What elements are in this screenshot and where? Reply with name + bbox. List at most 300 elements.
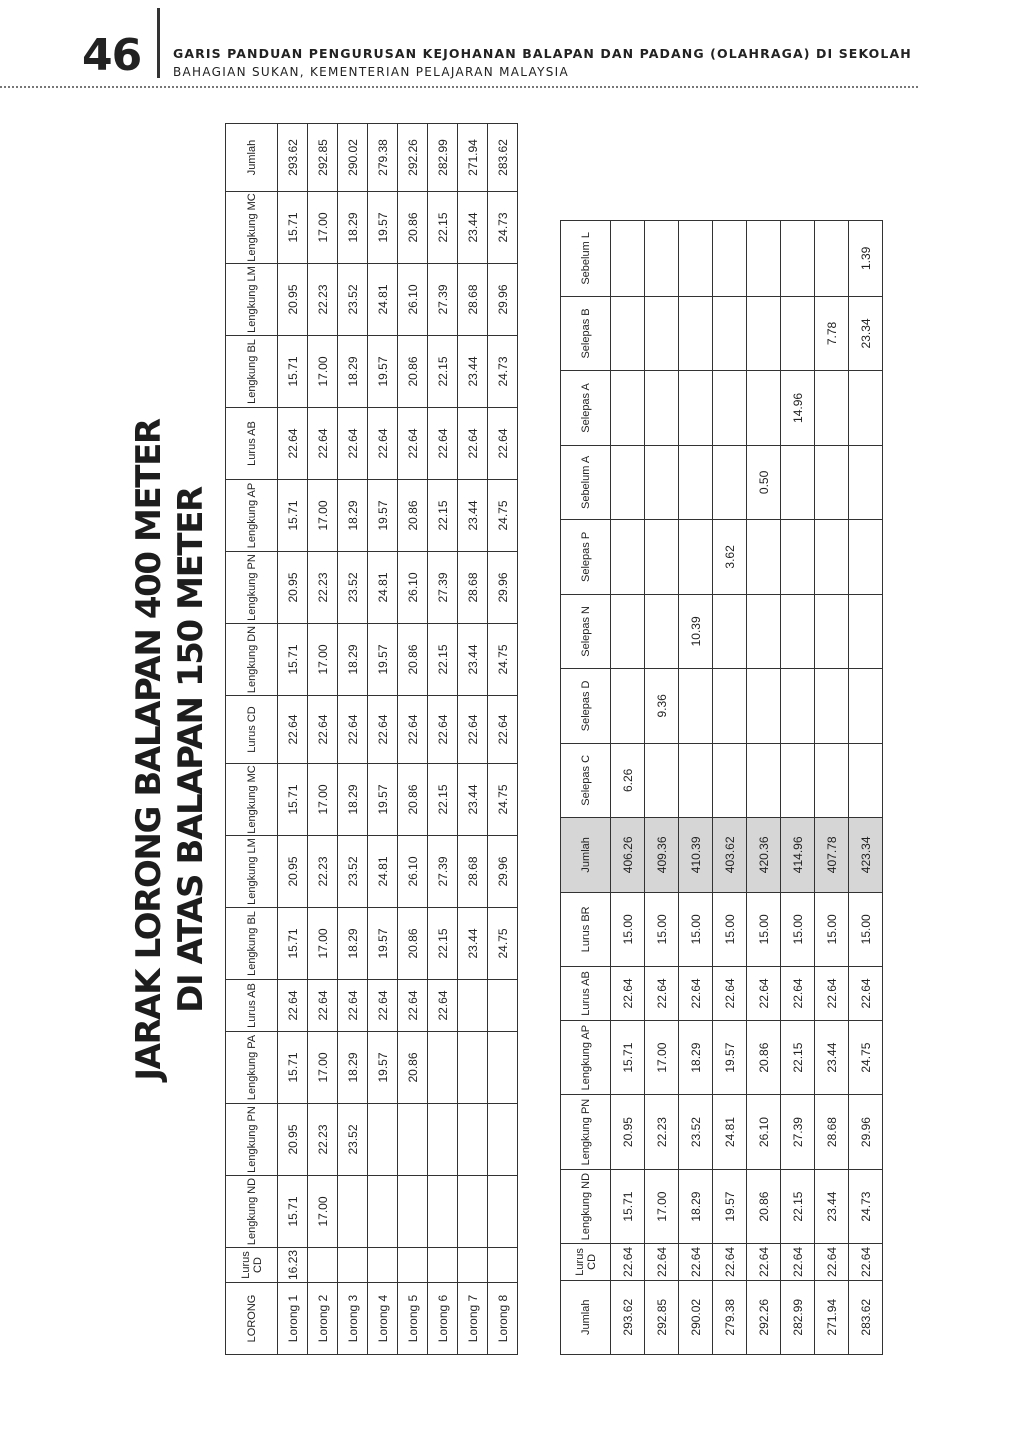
table1-header-cell: Lengkung PN xyxy=(226,1104,278,1176)
table1-cell: 22.64 xyxy=(458,696,488,764)
table1-header-cell: Lengkung ND xyxy=(226,1176,278,1248)
table1-cell: Lorong 2 xyxy=(308,1283,338,1355)
empty-cell xyxy=(611,594,645,668)
table2-cell: 271.94 xyxy=(815,1280,849,1354)
empty-cell xyxy=(713,743,747,817)
table1-header-cell: Lurus AB xyxy=(226,980,278,1032)
lane-total-table xyxy=(560,220,875,1355)
empty-cell xyxy=(645,371,679,445)
table2-cell: 20.95 xyxy=(611,1095,645,1169)
table2-cell: 403.62 xyxy=(713,818,747,892)
stagger-value: 0.50 xyxy=(747,445,781,519)
table2-row xyxy=(611,221,645,1355)
table1-cell: 27.39 xyxy=(428,552,458,624)
empty-cell xyxy=(645,296,679,370)
table1-cell: 20.95 xyxy=(278,836,308,908)
table2-cell: 20.86 xyxy=(747,1169,781,1243)
table2-cell: 22.64 xyxy=(713,1244,747,1280)
table2-cell: 22.64 xyxy=(611,1244,645,1280)
table2-cell: 22.64 xyxy=(781,967,815,1021)
empty-cell xyxy=(645,594,679,668)
table2-cell: 15.00 xyxy=(713,892,747,966)
table1-cell: 24.73 xyxy=(488,192,518,264)
table1-cell: 22.15 xyxy=(428,908,458,980)
table2-cell: 23.52 xyxy=(679,1095,713,1169)
table2-cell: 22.64 xyxy=(849,967,883,1021)
table1-cell: 22.64 xyxy=(398,696,428,764)
table1-cell: 22.64 xyxy=(338,696,368,764)
table1-cell: 22.64 xyxy=(368,696,398,764)
table2-cell: 24.81 xyxy=(713,1095,747,1169)
table1-cell: 18.29 xyxy=(338,764,368,836)
table1-cell: 22.64 xyxy=(338,408,368,480)
table1-cell: 20.95 xyxy=(278,552,308,624)
empty-cell xyxy=(679,520,713,594)
table1-cell: 22.64 xyxy=(488,408,518,480)
table1-cell: 271.94 xyxy=(458,124,488,192)
table1-cell: 17.00 xyxy=(308,480,338,552)
empty-cell xyxy=(747,371,781,445)
table1-cell: 18.29 xyxy=(338,1032,368,1104)
table1-cell xyxy=(458,1248,488,1283)
table2-cell: 22.64 xyxy=(713,967,747,1021)
table2-cell: 22.64 xyxy=(645,967,679,1021)
table1-cell: 15.71 xyxy=(278,624,308,696)
table1-cell: 24.73 xyxy=(488,336,518,408)
table1-cell: 292.26 xyxy=(398,124,428,192)
table2-header-cell: Selepas D xyxy=(561,669,611,743)
empty-cell xyxy=(645,221,679,297)
table2-cell: 15.00 xyxy=(781,892,815,966)
table1-header-cell: Lurus AB xyxy=(226,408,278,480)
table2-cell: 22.15 xyxy=(781,1020,815,1094)
empty-cell xyxy=(611,296,645,370)
empty-cell xyxy=(815,371,849,445)
table2-cell: 420.36 xyxy=(747,818,781,892)
table1-cell: 22.64 xyxy=(458,408,488,480)
table1-header-cell: Lengkung DN xyxy=(226,624,278,696)
table1-header-cell: Lengkung LM xyxy=(226,836,278,908)
table2-cell: 23.44 xyxy=(815,1169,849,1243)
table1-cell: 23.44 xyxy=(458,908,488,980)
table1-cell xyxy=(488,980,518,1032)
table1-header-cell: Lurus CD xyxy=(226,696,278,764)
table2-cell: 22.64 xyxy=(747,1244,781,1280)
table1-cell: 20.86 xyxy=(398,624,428,696)
empty-cell xyxy=(747,743,781,817)
table1-cell: 23.44 xyxy=(458,624,488,696)
table1-header-cell: Lengkung LM xyxy=(226,264,278,336)
stagger-value: 6.26 xyxy=(611,743,645,817)
table2-cell: 15.71 xyxy=(611,1020,645,1094)
table1-cell: 22.64 xyxy=(368,408,398,480)
table2-cell: 15.00 xyxy=(747,892,781,966)
empty-cell xyxy=(781,669,815,743)
table1-cell xyxy=(428,1032,458,1104)
table1-cell xyxy=(308,1248,338,1283)
table2-cell: 28.68 xyxy=(815,1095,849,1169)
table2-header-cell: Selepas P xyxy=(561,520,611,594)
empty-cell xyxy=(747,669,781,743)
empty-cell xyxy=(679,669,713,743)
header-title: GARIS PANDUAN PENGURUSAN KEJOHANAN BALAPAN DAN PADANG (OLAHRAGA) DI SEKOLAH xyxy=(173,46,912,61)
table1-cell: 15.71 xyxy=(278,1032,308,1104)
table2-cell: 414.96 xyxy=(781,818,815,892)
empty-cell xyxy=(645,445,679,519)
table1-cell: 18.29 xyxy=(338,624,368,696)
table1-cell: 22.64 xyxy=(308,980,338,1032)
table2-cell: 407.78 xyxy=(815,818,849,892)
table2-row xyxy=(815,221,849,1355)
table1-cell: 22.64 xyxy=(278,980,308,1032)
table1-cell: 22.15 xyxy=(428,336,458,408)
empty-cell xyxy=(611,520,645,594)
table2-cell: 15.00 xyxy=(815,892,849,966)
table1-cell: 20.86 xyxy=(398,192,428,264)
table2-header-cell: Jumlah xyxy=(561,818,611,892)
empty-cell xyxy=(679,221,713,297)
table1-cell: 23.44 xyxy=(458,480,488,552)
empty-cell xyxy=(679,371,713,445)
table1-cell xyxy=(458,1032,488,1104)
empty-cell xyxy=(713,371,747,445)
table1-cell xyxy=(488,1104,518,1176)
page-heading xyxy=(125,419,215,1081)
table1-cell xyxy=(368,1176,398,1248)
table1-cell: 22.64 xyxy=(398,980,428,1032)
table2-header-cell: Sebelum A xyxy=(561,445,611,519)
table1-cell: 18.29 xyxy=(338,908,368,980)
header-divider xyxy=(157,8,160,78)
empty-cell xyxy=(781,296,815,370)
table2-header-cell: Lengkung ND xyxy=(561,1169,611,1243)
table1-cell: 17.00 xyxy=(308,764,338,836)
table1-cell: 18.29 xyxy=(338,336,368,408)
table1-cell: 20.86 xyxy=(398,764,428,836)
table2-cell: 15.00 xyxy=(645,892,679,966)
table1-cell: 15.71 xyxy=(278,764,308,836)
table1-cell xyxy=(338,1176,368,1248)
table1-cell: 16.23 xyxy=(278,1248,308,1283)
table2-header-cell: Sebelum L xyxy=(561,221,611,297)
table1-cell: 22.64 xyxy=(398,408,428,480)
empty-cell xyxy=(679,743,713,817)
table1-cell: 17.00 xyxy=(308,192,338,264)
table1-cell: 23.44 xyxy=(458,764,488,836)
table1-cell: 22.64 xyxy=(308,696,338,764)
table1-cell: 22.23 xyxy=(308,836,338,908)
table1-cell: 28.68 xyxy=(458,552,488,624)
table2-row xyxy=(747,221,781,1355)
table1-header-cell: Jumlah xyxy=(226,124,278,192)
table2-header-cell: Lurus BR xyxy=(561,892,611,966)
stagger-value: 14.96 xyxy=(781,371,815,445)
table2-cell: 18.29 xyxy=(679,1020,713,1094)
table1-cell: 19.57 xyxy=(368,336,398,408)
empty-cell xyxy=(713,296,747,370)
table2-cell: 19.57 xyxy=(713,1020,747,1094)
table1-cell: 293.62 xyxy=(278,124,308,192)
table1-cell: 22.64 xyxy=(488,696,518,764)
table2-cell: 282.99 xyxy=(781,1280,815,1354)
table1-cell xyxy=(368,1248,398,1283)
table1-cell: 20.95 xyxy=(278,264,308,336)
table1-cell xyxy=(398,1104,428,1176)
empty-cell xyxy=(781,594,815,668)
table1-cell xyxy=(368,1104,398,1176)
table1-cell: Lorong 3 xyxy=(338,1283,368,1355)
heading-line-1: JARAK LORONG BALAPAN 400 METER xyxy=(129,419,169,1081)
table1-cell: 29.96 xyxy=(488,836,518,908)
table2-cell: 22.64 xyxy=(781,1244,815,1280)
empty-cell xyxy=(679,296,713,370)
table1-header-cell: Lengkung AP xyxy=(226,480,278,552)
table1-cell: 17.00 xyxy=(308,336,338,408)
table2-cell: 22.64 xyxy=(679,1244,713,1280)
table1-cell: 23.52 xyxy=(338,836,368,908)
table1-cell: 28.68 xyxy=(458,836,488,908)
table1-cell: 15.71 xyxy=(278,1176,308,1248)
table1-cell: 27.39 xyxy=(428,836,458,908)
table1-cell: 22.15 xyxy=(428,624,458,696)
table1-cell: 15.71 xyxy=(278,908,308,980)
empty-cell xyxy=(815,445,849,519)
table1-cell xyxy=(488,1176,518,1248)
table1-row xyxy=(338,124,368,1355)
table2-cell: 29.96 xyxy=(849,1095,883,1169)
table1-cell: 19.57 xyxy=(368,192,398,264)
table1-cell: 15.71 xyxy=(278,336,308,408)
table2-cell: 292.85 xyxy=(645,1280,679,1354)
table2-cell: 27.39 xyxy=(781,1095,815,1169)
table1-cell: 22.15 xyxy=(428,192,458,264)
table1-cell: 27.39 xyxy=(428,264,458,336)
table2-cell: 15.71 xyxy=(611,1169,645,1243)
table2-cell: 23.44 xyxy=(815,1020,849,1094)
table1-cell: 17.00 xyxy=(308,1032,338,1104)
table1-cell: 23.52 xyxy=(338,552,368,624)
table1-cell: Lorong 6 xyxy=(428,1283,458,1355)
empty-cell xyxy=(815,594,849,668)
table2-cell: 15.00 xyxy=(849,892,883,966)
table2-cell: 293.62 xyxy=(611,1280,645,1354)
table1-cell: 282.99 xyxy=(428,124,458,192)
table2-row xyxy=(645,221,679,1355)
table1-cell: Lorong 8 xyxy=(488,1283,518,1355)
header-subtitle: BAHAGIAN SUKAN, KEMENTERIAN PELAJARAN MALAYSIA xyxy=(173,65,569,79)
lane-distance-table xyxy=(225,135,510,1355)
table1-cell: 283.62 xyxy=(488,124,518,192)
table1-row xyxy=(488,124,518,1355)
table1-cell xyxy=(428,1104,458,1176)
table1-header-cell: LORONG xyxy=(226,1283,278,1355)
table1-cell: 24.75 xyxy=(488,624,518,696)
empty-cell xyxy=(781,221,815,297)
table2-header-cell: Lurus AB xyxy=(561,967,611,1021)
stagger-value: 7.78 xyxy=(815,296,849,370)
table1-cell: 20.86 xyxy=(398,480,428,552)
table2-cell: 22.64 xyxy=(815,967,849,1021)
table1-cell: 28.68 xyxy=(458,264,488,336)
table2-cell: 15.00 xyxy=(611,892,645,966)
empty-cell xyxy=(747,296,781,370)
table2-cell: 22.23 xyxy=(645,1095,679,1169)
table1-cell: 22.64 xyxy=(428,696,458,764)
empty-cell xyxy=(611,371,645,445)
table2-cell: 22.64 xyxy=(679,967,713,1021)
header-dotted-rule xyxy=(0,86,918,88)
table1-cell: 19.57 xyxy=(368,624,398,696)
table1-cell xyxy=(428,1176,458,1248)
table2-header-cell: Selepas B xyxy=(561,296,611,370)
table1-header-cell: Lengkung BL xyxy=(226,336,278,408)
table1-cell: 279.38 xyxy=(368,124,398,192)
empty-cell xyxy=(713,221,747,297)
stagger-value: 1.39 xyxy=(849,221,883,297)
empty-cell xyxy=(849,371,883,445)
table1-cell: 24.75 xyxy=(488,908,518,980)
table2-cell: 409.36 xyxy=(645,818,679,892)
table1-cell: 24.75 xyxy=(488,480,518,552)
empty-cell xyxy=(849,743,883,817)
table1-cell: 22.64 xyxy=(308,408,338,480)
table2-row xyxy=(679,221,713,1355)
table1-cell: 22.23 xyxy=(308,1104,338,1176)
table2-cell: 24.75 xyxy=(849,1020,883,1094)
table2-header-cell: Selepas N xyxy=(561,594,611,668)
table1-header-cell: Lengkung MC xyxy=(226,764,278,836)
table1-cell xyxy=(338,1248,368,1283)
table1-cell: 23.52 xyxy=(338,264,368,336)
table2-cell: 279.38 xyxy=(713,1280,747,1354)
table2-header-cell: Lengkung PN xyxy=(561,1095,611,1169)
table1-cell: 29.96 xyxy=(488,552,518,624)
table2-cell: 17.00 xyxy=(645,1169,679,1243)
table1-cell: 19.57 xyxy=(368,1032,398,1104)
table1-cell: 22.64 xyxy=(278,696,308,764)
heading-line-2: DI ATAS BALAPAN 150 METER xyxy=(171,487,211,1013)
table1-cell xyxy=(458,1176,488,1248)
table2-cell: 22.64 xyxy=(815,1244,849,1280)
table2-cell: 22.15 xyxy=(781,1169,815,1243)
table2-cell: 406.26 xyxy=(611,818,645,892)
table1-cell: 26.10 xyxy=(398,264,428,336)
table1-cell xyxy=(428,1248,458,1283)
table1-cell xyxy=(458,1104,488,1176)
empty-cell xyxy=(713,669,747,743)
table1-cell: 18.29 xyxy=(338,192,368,264)
empty-cell xyxy=(815,669,849,743)
table2-cell: 22.64 xyxy=(849,1244,883,1280)
table1-cell: 19.57 xyxy=(368,480,398,552)
table1-cell xyxy=(398,1176,428,1248)
table2-header-cell: Selepas C xyxy=(561,743,611,817)
table2-header-cell: Jumlah xyxy=(561,1280,611,1354)
table1-cell: 292.85 xyxy=(308,124,338,192)
table1-cell: 23.44 xyxy=(458,336,488,408)
empty-cell xyxy=(781,445,815,519)
table1-row xyxy=(278,124,308,1355)
table1-cell: 22.64 xyxy=(368,980,398,1032)
empty-cell xyxy=(611,221,645,297)
empty-cell xyxy=(679,445,713,519)
table1-row xyxy=(428,124,458,1355)
table1-cell: 22.64 xyxy=(278,408,308,480)
table2-header-cell: Selepas A xyxy=(561,371,611,445)
table1-cell: 22.15 xyxy=(428,480,458,552)
table1-cell: 24.81 xyxy=(368,264,398,336)
table1-cell: 17.00 xyxy=(308,624,338,696)
table2-row xyxy=(713,221,747,1355)
table1-cell: 20.86 xyxy=(398,336,428,408)
empty-cell xyxy=(849,520,883,594)
table1-cell: 18.29 xyxy=(338,480,368,552)
table2-row xyxy=(849,221,883,1355)
table1-header-cell: Lengkung BL xyxy=(226,908,278,980)
selepas-b-value: 23.34 xyxy=(849,296,883,370)
table1-header-cell: Lengkung PA xyxy=(226,1032,278,1104)
empty-cell xyxy=(815,520,849,594)
table2-header-cell: Lurus CD xyxy=(561,1244,611,1280)
table1-cell: 29.96 xyxy=(488,264,518,336)
table1-cell xyxy=(488,1032,518,1104)
table2-cell: 18.29 xyxy=(679,1169,713,1243)
table1-header-cell: Lengkung PN xyxy=(226,552,278,624)
table2-cell: 423.34 xyxy=(849,818,883,892)
table1-cell: 26.10 xyxy=(398,836,428,908)
stagger-value: 9.36 xyxy=(645,669,679,743)
empty-cell xyxy=(645,520,679,594)
table1-cell: 24.81 xyxy=(368,836,398,908)
table2-cell: 20.86 xyxy=(747,1020,781,1094)
table1-cell: 17.00 xyxy=(308,1176,338,1248)
table1-cell xyxy=(488,1248,518,1283)
empty-cell xyxy=(611,669,645,743)
table2-cell: 410.39 xyxy=(679,818,713,892)
table1-cell: 26.10 xyxy=(398,552,428,624)
page-number: 46 xyxy=(82,30,142,81)
table1-cell: 22.15 xyxy=(428,764,458,836)
table2-cell: 22.64 xyxy=(747,967,781,1021)
table2-cell: 22.64 xyxy=(611,967,645,1021)
table2-header-cell: Lengkung AP xyxy=(561,1020,611,1094)
table2-cell: 26.10 xyxy=(747,1095,781,1169)
table2-header-row xyxy=(561,221,611,1355)
table1-cell: 17.00 xyxy=(308,908,338,980)
table1-cell: 20.86 xyxy=(398,1032,428,1104)
empty-cell xyxy=(781,743,815,817)
table1-cell: 22.23 xyxy=(308,264,338,336)
table1-cell: 19.57 xyxy=(368,908,398,980)
table2-cell: 15.00 xyxy=(679,892,713,966)
table1-row xyxy=(368,124,398,1355)
table2-cell: 22.64 xyxy=(645,1244,679,1280)
table1-cell: Lorong 7 xyxy=(458,1283,488,1355)
table1-cell: 290.02 xyxy=(338,124,368,192)
table1-cell: 19.57 xyxy=(368,764,398,836)
table2-cell: 283.62 xyxy=(849,1280,883,1354)
empty-cell xyxy=(713,445,747,519)
table1-header-cell: Lengkung MC xyxy=(226,192,278,264)
table1-cell: 22.64 xyxy=(428,980,458,1032)
table1-cell: 24.75 xyxy=(488,764,518,836)
table1-header-cell: Lurus CD xyxy=(226,1248,278,1283)
table1-header-row xyxy=(226,124,278,1355)
table1-cell: 20.86 xyxy=(398,908,428,980)
table1-cell: 20.95 xyxy=(278,1104,308,1176)
stagger-value: 3.62 xyxy=(713,520,747,594)
empty-cell xyxy=(849,669,883,743)
